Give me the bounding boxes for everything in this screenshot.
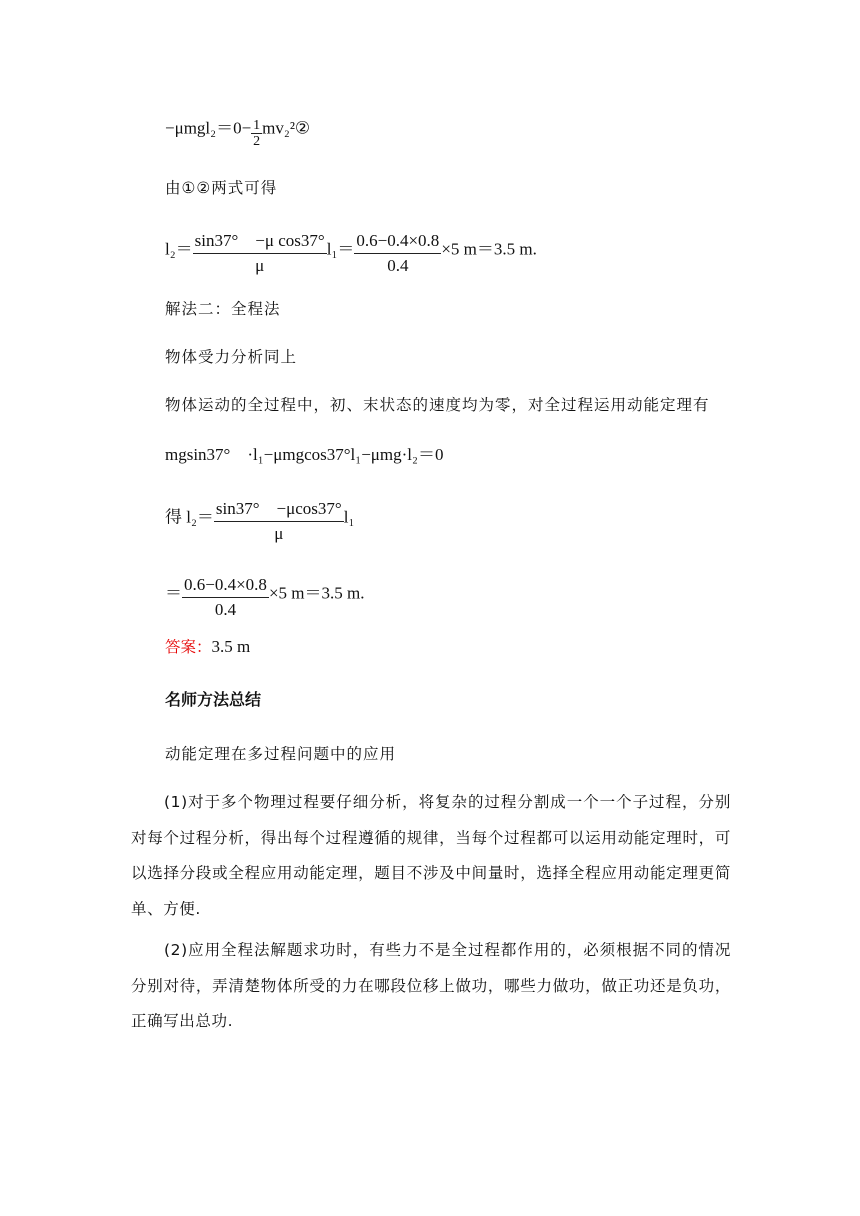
eq3-frac1-den: μ (255, 256, 265, 275)
equation-4: mgsin37° ·l₁−μmgcos37°l₁−μmg·l₂＝0 (165, 445, 444, 464)
summary-title: 名师方法总结 (165, 690, 262, 709)
eq6-frac-den: 0.4 (214, 600, 237, 619)
eq6-tail: ×5 m＝3.5 m. (268, 583, 365, 603)
eq3-frac1-num: sin37° −μ cos37° (193, 231, 327, 254)
answer-value: 3.5 m (211, 637, 251, 656)
eq3-mid: l₁＝ (326, 239, 355, 259)
eq3-frac2-num: 0.6−0.4×0.8 (354, 231, 441, 254)
eq2-lhs: −μmgl₂＝0− (165, 118, 252, 138)
eq6-prefix: ＝ (165, 583, 182, 603)
answer-line (165, 637, 250, 657)
eq5-fraction (214, 499, 344, 544)
eq3-fraction-1 (193, 231, 327, 276)
method-2-title: 解法二：全程法 (165, 300, 281, 318)
text-force-analysis-same: 物体受力分析同上 (165, 348, 298, 366)
eq2-frac-num: 1 (253, 118, 261, 133)
answer-label: 答案： (165, 638, 212, 656)
eq5-tail: l₁ (343, 507, 355, 527)
eq3-tail: ×5 m＝3.5 m. (441, 239, 537, 259)
equation-3 (165, 228, 537, 273)
summary-paragraph-2: (2)应用全程法解题求功时，有些力不是全过程都作用的，必须根据不同的情况分别对待，弄清楚物体所受的力在哪段位移上做功，哪些力做功，做正功还是负功，正确写出总功. (131, 941, 731, 1030)
text-whole-process: 物体运动的全过程中，初、末状态的速度均为零，对全过程运用动能定理有 (165, 396, 710, 414)
equation-6 (165, 572, 364, 617)
eq3-lhs: l₂＝ (165, 239, 193, 259)
eq5-prefix: 得 l₂＝ (165, 507, 214, 527)
eq5-frac-den: μ (274, 524, 284, 543)
summary-paragraph-1: (1)对于多个物理过程要仔细分析，将复杂的过程分割成一个一个子过程，分别对每个过程分析，得出每个过程遵循的规律，当每个过程都可以运用动能定理时，可以选择分段或全程应用动能定理，题目不涉及中间量时，选择全程应用动能定理更简单、方便. (131, 793, 731, 918)
eq6-fraction (182, 575, 269, 620)
summary-subtitle: 动能定理在多过程问题中的应用 (165, 745, 397, 763)
equation-5 (165, 496, 354, 541)
eq3-fraction-2 (354, 231, 441, 276)
eq6-frac-num: 0.6−0.4×0.8 (182, 575, 269, 598)
eq2-fraction (251, 118, 262, 149)
eq2-tail: mv₂²② (262, 118, 311, 138)
text-from-two-equations: 由①②两式可得 (165, 179, 278, 197)
equation-2 (165, 114, 311, 149)
eq3-frac2-den: 0.4 (387, 256, 409, 275)
eq2-frac-den: 2 (253, 134, 261, 149)
eq5-frac-num: sin37° −μcos37° (214, 499, 344, 522)
